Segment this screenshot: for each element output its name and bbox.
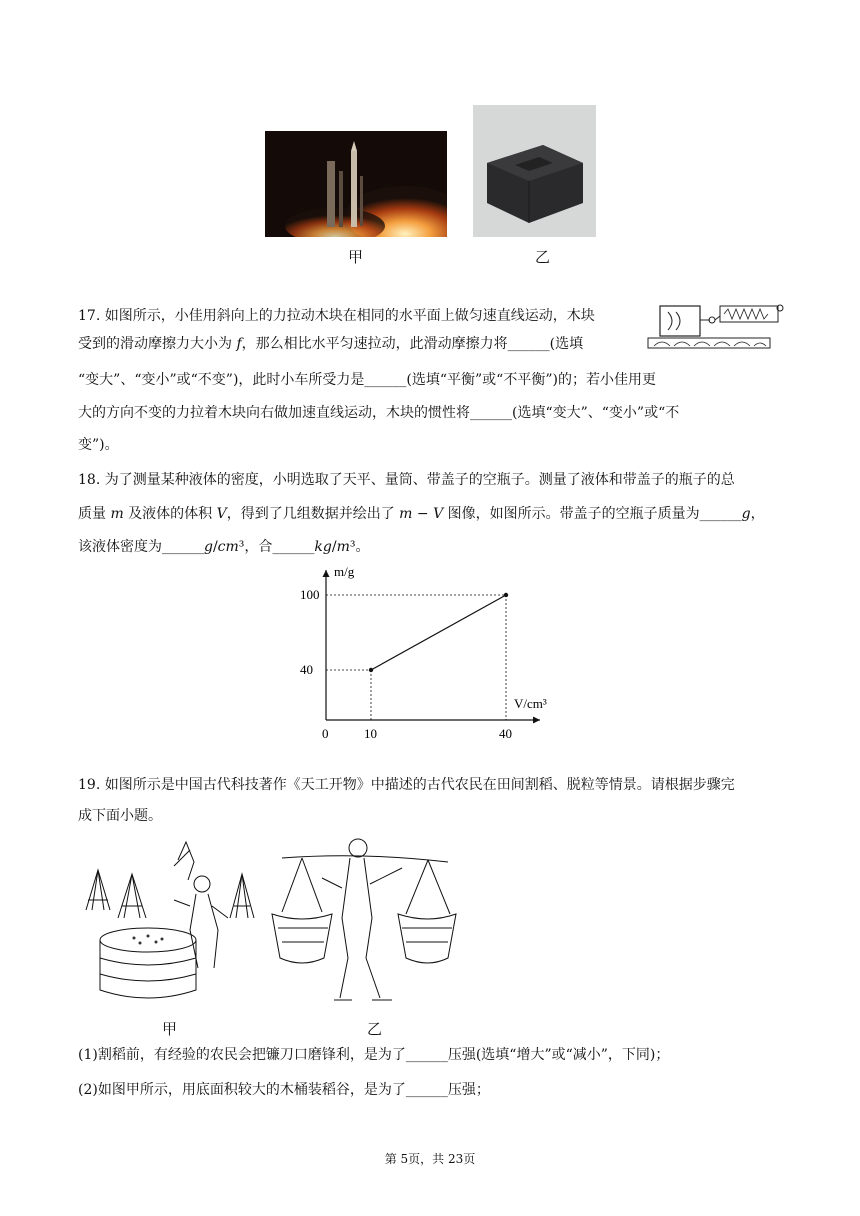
- q19-caption-yi: 乙: [367, 1020, 383, 1038]
- q17-line-2: 受到的滑动摩擦力大小为 𝑓，那么相比水平匀速拉动，此滑动摩擦力将______(选填: [78, 336, 584, 352]
- y-tick-label: 40: [300, 662, 313, 677]
- q18-line-1: 18. 为了测量某种液体的密度，小明选取了天平、量筒、带盖子的空瓶子。测量了液体和带盖子的瓶子的总: [78, 472, 735, 488]
- origin-tick-label: 0: [322, 726, 329, 741]
- spring-scale-block-diagram: [646, 300, 786, 352]
- threshing-illustration: [78, 840, 260, 1012]
- data-point: [369, 668, 373, 672]
- figure-caption-jia: 甲: [348, 248, 364, 266]
- y-tick-label: 100: [300, 587, 320, 602]
- y-axis-label: m/g: [334, 564, 355, 579]
- q19-line-2: 成下面小题。: [78, 808, 162, 824]
- q19-line-1: 19. 如图所示是中国古代科技著作《天工开物》中描述的古代农民在田间割稻、脱粒等情景。请根据步骤完: [78, 777, 735, 793]
- m-v-chart-svg: [290, 560, 570, 750]
- q17-line-3: “变大”、“变小”或“不变”)，此时小车所受力是______(选填“平衡”或“不平衡”)的；若小佳用更: [78, 372, 656, 388]
- q19-sub-2: (2)如图甲所示，用底面积较大的木桶装稻谷，是为了______压强；: [78, 1082, 490, 1098]
- series-line: [371, 595, 506, 670]
- carrying-pole-illustration: [262, 828, 462, 1012]
- data-point: [504, 593, 508, 597]
- x-tick-label: 40: [499, 726, 512, 741]
- x-tick-label: 10: [364, 726, 377, 741]
- figure-caption-yi: 乙: [535, 248, 551, 266]
- q19-caption-jia: 甲: [162, 1020, 178, 1038]
- m-v-chart: [290, 560, 570, 750]
- page-footer: 第 5页，共 23页: [384, 1152, 476, 1166]
- q18-line-3: 该液体密度为______𝑔/𝑐𝑚³，合______𝑘𝑔/𝑚³。: [78, 539, 370, 555]
- x-axis-label: V/cm³: [514, 696, 547, 711]
- q17-line-5: 变”)。: [78, 437, 119, 453]
- rocket-launch-photo: [265, 131, 447, 237]
- q18-line-2: 质量 𝑚 及液体的体积 𝑉，得到了几组数据并绘出了 𝑚 − 𝑉 图像，如图所示。带盖子的空瓶子质量为______𝑔，: [78, 506, 765, 522]
- q19-sub-1: (1)割稻前，有经验的农民会把镰刀口磨锋利，是为了______压强(选填“增大”或“减小”，下同)；: [78, 1047, 670, 1063]
- q17-line-1: 17. 如图所示，小佳用斜向上的力拉动木块在相同的水平面上做匀速直线运动，木块: [78, 308, 595, 324]
- q17-line-4: 大的方向不变的力拉着木块向右做加速直线运动，木块的惯性将______(选填“变大”、“变小”或“不: [78, 405, 680, 421]
- rubber-block-photo: [473, 105, 596, 237]
